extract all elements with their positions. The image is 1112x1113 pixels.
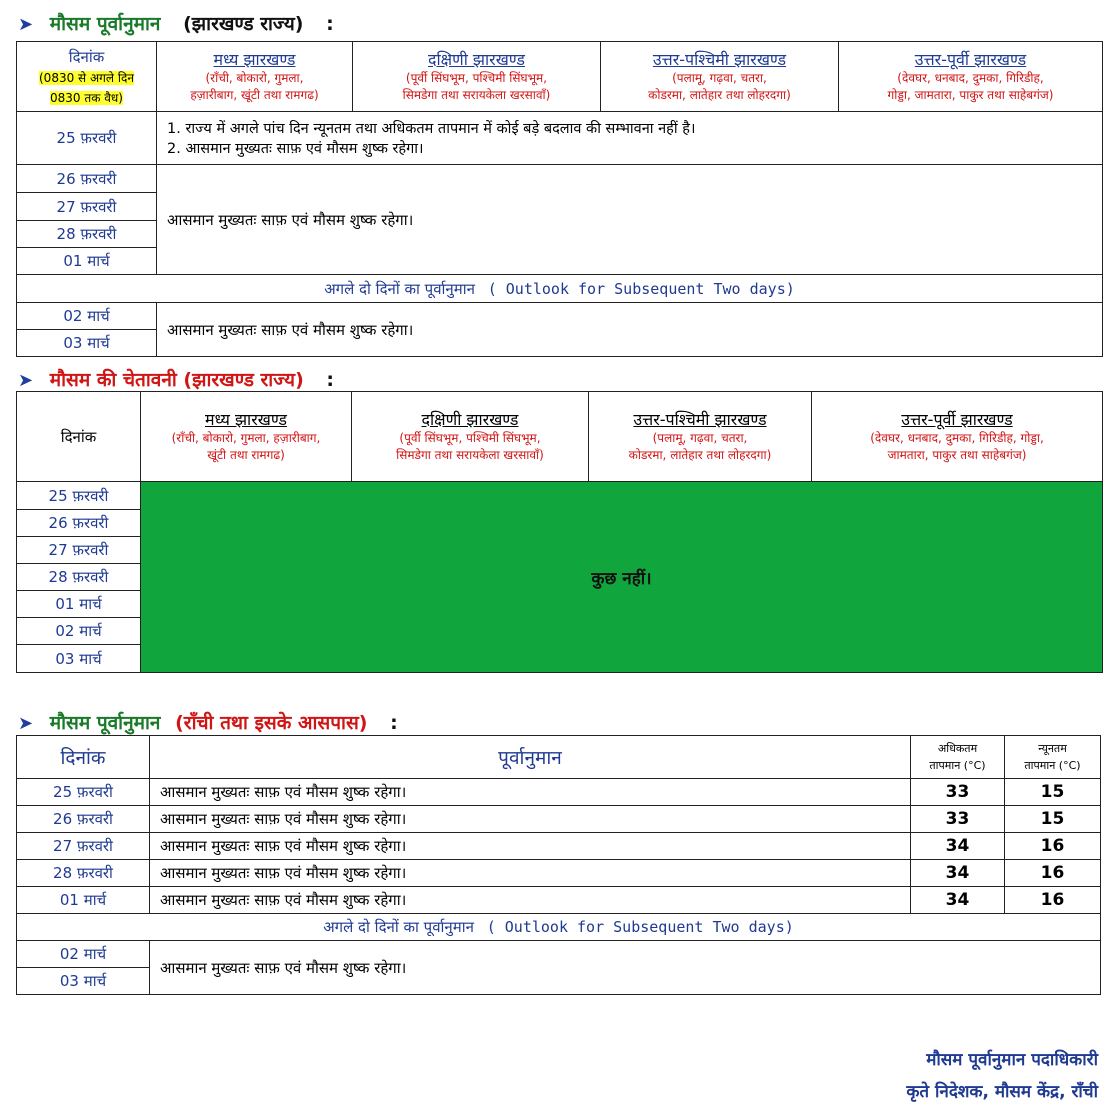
max-temp-cell: 33: [911, 779, 1005, 806]
date-cell: 26 फ़रवरी: [17, 510, 141, 537]
forecast-heading: ➤ मौसम पूर्वानुमान (झारखण्ड राज्य) :: [18, 13, 334, 35]
outlook-text: आसमान मुख्यतः साफ़ एवं मौसम शुष्क रहेगा।: [157, 303, 1103, 357]
region-districts: जामतारा, पाकुर तथा साहेबगंज): [887, 447, 1027, 462]
forecast-text-cell: आसमान मुख्यतः साफ़ एवं मौसम शुष्क रहेगा।: [150, 833, 911, 860]
region-districts: (पूर्वी सिंघभूम, पश्चिमी सिंघभूम,: [405, 70, 548, 85]
warning-heading: ➤ मौसम की चेतावनी (झारखण्ड राज्य) :: [18, 369, 334, 391]
ranchi-date-header: दिनांक: [17, 736, 150, 779]
warning-status-cell: कुछ नहीं।: [141, 482, 1103, 673]
table-row: [17, 833, 1101, 860]
forecast-text-cell: आसमान मुख्यतः साफ़ एवं मौसम शुष्क रहेगा।: [150, 779, 911, 806]
outlook-row: [17, 303, 1103, 330]
date-cell: 28 फ़रवरी: [17, 221, 157, 248]
ranchi-min-header: [1005, 736, 1101, 779]
date-header-label: दिनांक: [68, 47, 105, 66]
ranchi-heading-text: मौसम पूर्वानुमान: [49, 712, 161, 734]
date-cell: 26 फ़रवरी: [17, 806, 150, 833]
ranchi-outlook-row: [17, 941, 1101, 968]
ranchi-outlook-header-row: [17, 914, 1101, 941]
region-header-northeast: [839, 42, 1103, 112]
max-temp-label: अधिकतम: [937, 742, 978, 755]
min-temp-cell: 16: [1005, 833, 1101, 860]
region-name: मध्य झारखण्ड: [213, 49, 296, 69]
min-temp-cell: 15: [1005, 779, 1101, 806]
outlook-hindi: अगले दो दिनों का पूर्वानुमान: [324, 279, 475, 298]
table-row: [17, 887, 1101, 914]
date-cell: 25 फ़रवरी: [17, 482, 141, 510]
region-name: मध्य झारखण्ड: [205, 409, 287, 429]
region-name: उत्तर-पश्चिमी झारखण्ड: [652, 49, 787, 69]
table-row: [17, 860, 1101, 887]
bullet-arrow-icon: ➤: [18, 14, 34, 35]
max-temp-cell: 33: [911, 806, 1005, 833]
warning-region-south: [352, 392, 589, 482]
warning-region-northwest: [589, 392, 812, 482]
region-districts: (राँची, बोकारो, गुमला,: [205, 70, 304, 85]
date-cell: 02 मार्च: [17, 618, 141, 645]
ranchi-forecast-table: [16, 735, 1101, 995]
min-temp-cell: 16: [1005, 860, 1101, 887]
warning-region-central: [141, 392, 352, 482]
date-cell: 03 मार्च: [17, 968, 150, 995]
bullet-arrow-icon: ➤: [18, 713, 34, 734]
region-header-south: [353, 42, 601, 112]
region-districts: सिमडेगा तथा सरायकेला खरसावाँ): [402, 87, 551, 102]
region-name: उत्तर-पूर्वी झारखण्ड: [901, 409, 1013, 429]
warning-heading-text: मौसम की चेतावनी (झारखण्ड राज्य): [49, 369, 304, 391]
warning-header-row: [17, 392, 1103, 482]
ranchi-max-header: [911, 736, 1005, 779]
forecast-day1-row: [17, 112, 1103, 165]
region-name: उत्तर-पूर्वी झारखण्ड: [914, 49, 1027, 69]
forecast-group-row: [17, 165, 1103, 193]
table-row: [17, 806, 1101, 833]
region-header-northwest: [601, 42, 839, 112]
forecast-day1-text: [157, 112, 1103, 165]
date-cell: 27 फ़रवरी: [17, 193, 157, 221]
bullet-arrow-icon: ➤: [18, 370, 34, 391]
min-temp-cell: 15: [1005, 806, 1101, 833]
region-districts: कोडरमा, लातेहार तथा लोहरदगा): [648, 87, 791, 102]
date-cell: 03 मार्च: [17, 330, 157, 357]
region-districts: (पलामू, गढ़वा, चतरा,: [672, 70, 767, 85]
region-districts: सिमडेगा तथा सरायकेला खरसावाँ): [396, 447, 544, 462]
region-districts: हज़ारीबाग, खूंटी तथा रामगढ): [190, 87, 319, 102]
warning-row: [17, 482, 1103, 510]
region-name: दक्षिणी झारखण्ड: [428, 49, 525, 69]
date-cell: 26 फ़रवरी: [17, 165, 157, 193]
signature-office: कृते निदेशक, मौसम केंद्र, राँची: [906, 1082, 1098, 1102]
date-header-cell: [17, 42, 157, 112]
region-districts: कोडरमा, लातेहार तथा लोहरदगा): [628, 447, 772, 462]
signature-designation: मौसम पूर्वानुमान पदाधिकारी: [926, 1050, 1098, 1070]
table-row: [17, 779, 1101, 806]
date-cell: 28 फ़रवरी: [17, 564, 141, 591]
validity-note-2: 0830 तक वैध): [50, 90, 123, 105]
outlook-header: [17, 275, 1103, 303]
date-cell: 01 मार्च: [17, 887, 150, 914]
min-temp-label: न्यूनतम: [1038, 742, 1067, 755]
forecast-header-row: [17, 42, 1103, 112]
date-cell: 28 फ़रवरी: [17, 860, 150, 887]
region-districts: खूंटी तथा रामगढ): [207, 447, 285, 462]
date-cell: 03 मार्च: [17, 645, 141, 673]
validity-note: (0830 से अगले दिन: [39, 70, 134, 85]
region-districts: (पूर्वी सिंघभूम, पश्चिमी सिंघभूम,: [399, 430, 541, 445]
forecast-text-cell: आसमान मुख्यतः साफ़ एवं मौसम शुष्क रहेगा।: [150, 806, 911, 833]
forecast-text-cell: आसमान मुख्यतः साफ़ एवं मौसम शुष्क रहेगा।: [150, 860, 911, 887]
region-districts: (पलामू, गढ़वा, चतरा,: [652, 430, 748, 445]
date-cell: 01 मार्च: [17, 591, 141, 618]
date-cell: 02 मार्च: [17, 941, 150, 968]
date-cell: 01 मार्च: [17, 248, 157, 275]
region-districts: (देवघर, धनबाद, दुमका, गिरिडीह, गोड्डा,: [870, 430, 1044, 445]
region-name: उत्तर-पश्चिमी झारखण्ड: [633, 409, 767, 429]
outlook-english: ( Outlook for Subsequent Two days): [486, 918, 794, 936]
outlook-header: [17, 914, 1101, 941]
date-cell: 25 फ़रवरी: [17, 779, 150, 806]
outlook-header-row: [17, 275, 1103, 303]
region-districts: (राँची, बोकारो, गुमला, हज़ारीबाग,: [171, 430, 321, 445]
forecast-line-2: 2. आसमान मुख्यतः साफ़ एवं मौसम शुष्क रहेगा।: [167, 141, 424, 157]
ranchi-header-row: [17, 736, 1101, 779]
forecast-heading-paren: (झारखण्ड राज्य): [183, 13, 304, 35]
forecast-heading-text: मौसम पूर्वानुमान: [49, 13, 161, 35]
outlook-english: ( Outlook for Subsequent Two days): [487, 279, 795, 298]
state-forecast-table: [16, 41, 1103, 357]
min-temp-unit: तापमान (°C): [1024, 759, 1081, 772]
min-temp-cell: 16: [1005, 887, 1101, 914]
date-cell: 27 फ़रवरी: [17, 833, 150, 860]
max-temp-cell: 34: [911, 860, 1005, 887]
outlook-hindi: अगले दो दिनों का पूर्वानुमान: [323, 918, 474, 936]
max-temp-unit: तापमान (°C): [929, 759, 986, 772]
warning-region-northeast: [812, 392, 1103, 482]
ranchi-heading-paren: (राँची तथा इसके आसपास): [175, 712, 368, 734]
max-temp-cell: 34: [911, 887, 1005, 914]
ranchi-heading: ➤ मौसम पूर्वानुमान (राँची तथा इसके आसपास) :: [18, 712, 398, 734]
outlook-text: आसमान मुख्यतः साफ़ एवं मौसम शुष्क रहेगा।: [150, 941, 1101, 995]
forecast-line-1: 1. राज्य में अगले पांच दिन न्यूनतम तथा अधिकतम तापमान में कोई बड़े बदलाव की सम्भावना नहीं है।: [167, 121, 696, 137]
warning-date-header: दिनांक: [17, 392, 141, 482]
warning-table: [16, 391, 1103, 673]
date-cell: 02 मार्च: [17, 303, 157, 330]
region-name: दक्षिणी झारखण्ड: [421, 409, 519, 429]
region-districts: गोड्डा, जामतारा, पाकुर तथा साहेबगंज): [887, 87, 1054, 102]
region-districts: (देवघर, धनबाद, दुमका, गिरिडीह,: [897, 70, 1044, 85]
region-header-central: [157, 42, 353, 112]
ranchi-forecast-header: पूर्वानुमान: [150, 736, 911, 779]
date-cell: 25 फ़रवरी: [17, 112, 157, 165]
forecast-text-cell: आसमान मुख्यतः साफ़ एवं मौसम शुष्क रहेगा।: [150, 887, 911, 914]
date-cell: 27 फ़रवरी: [17, 537, 141, 564]
forecast-group-text: आसमान मुख्यतः साफ़ एवं मौसम शुष्क रहेगा।: [157, 165, 1103, 275]
max-temp-cell: 34: [911, 833, 1005, 860]
